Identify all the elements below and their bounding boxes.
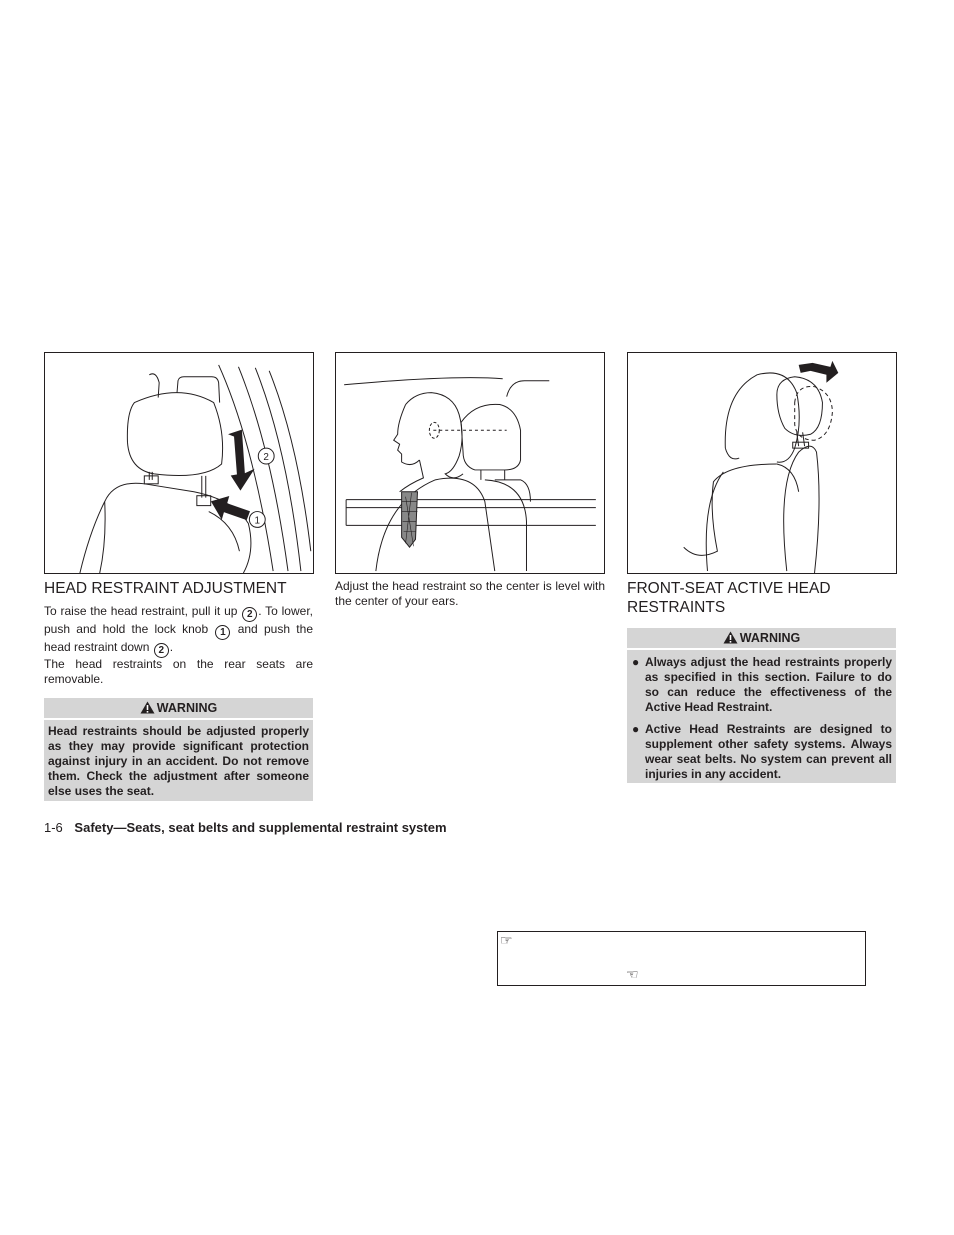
active-restraint-illustration xyxy=(628,353,896,573)
warning-box-left xyxy=(44,698,313,801)
paragraph-rear-removable: The head restraints on the rear seats are removable. xyxy=(44,657,313,686)
warning-list-item xyxy=(631,722,892,782)
bullet-icon: ● xyxy=(632,722,640,736)
note-box xyxy=(497,931,866,986)
driver-head-illustration xyxy=(336,353,604,573)
warning-list xyxy=(631,655,892,782)
warning-header xyxy=(44,698,313,720)
text-span: To raise the head restraint, pull it up xyxy=(44,604,242,618)
section-title: Safety—Seats, seat belts and supplemental restraint system xyxy=(74,820,447,835)
paragraph-ear-level: Adjust the head restraint so the center is level with the center of your ears. xyxy=(335,579,605,608)
paragraph-raise-lower xyxy=(44,604,313,658)
warning-item-text: Always adjust the head restraints properly as specified in this section. Failure to do so can reduce the effectiveness of the Active Head Restraint. xyxy=(645,655,892,714)
text-span: . xyxy=(169,640,174,654)
figure-label-1: 1 xyxy=(254,515,261,527)
pointing-hand-icon: ☞ xyxy=(500,932,513,948)
warning-box-right xyxy=(627,628,896,783)
warning-triangle-icon xyxy=(723,631,738,644)
warning-list-container xyxy=(627,650,896,786)
heading-front-seat-active: FRONT-SEAT ACTIVE HEAD RESTRAINTS xyxy=(627,580,831,616)
text-span: and push the head restraint down xyxy=(44,622,313,654)
figure-head-restraint-adjustment xyxy=(44,352,314,574)
figure-label-2: 2 xyxy=(263,452,269,464)
figure-ear-level xyxy=(335,352,605,574)
warning-title: WARNING xyxy=(739,631,801,645)
callout-1-icon: 1 xyxy=(215,625,230,640)
bullet-icon: ● xyxy=(632,655,640,669)
head-restraint-illustration xyxy=(45,353,313,573)
warning-text: Head restraints should be adjusted properly as they may provide significant protection against injury in an accident. Do not remove them. Check the adjustment after someone else uses the seat. xyxy=(48,724,309,798)
warning-header xyxy=(627,628,896,650)
callout-2-icon: 2 xyxy=(154,643,169,658)
warning-title: WARNING xyxy=(156,701,218,715)
heading-head-restraint-adjustment: HEAD RESTRAINT ADJUSTMENT xyxy=(44,580,287,597)
page-number: 1-6 xyxy=(44,820,63,835)
page-footer xyxy=(44,820,447,836)
warning-triangle-icon xyxy=(140,701,155,714)
figure-active-head-restraint xyxy=(627,352,897,574)
pointing-hand-icon: ☜ xyxy=(626,966,639,982)
warning-item-text: Active Head Restraints are designed to supplement other safety systems. Always wear seat belts. No system can prevent all injuries in any accident. xyxy=(645,722,892,781)
warning-list-item xyxy=(631,655,892,715)
callout-2-icon: 2 xyxy=(242,607,257,622)
text-span: . To lower, push and hold the lock knob xyxy=(44,604,313,636)
